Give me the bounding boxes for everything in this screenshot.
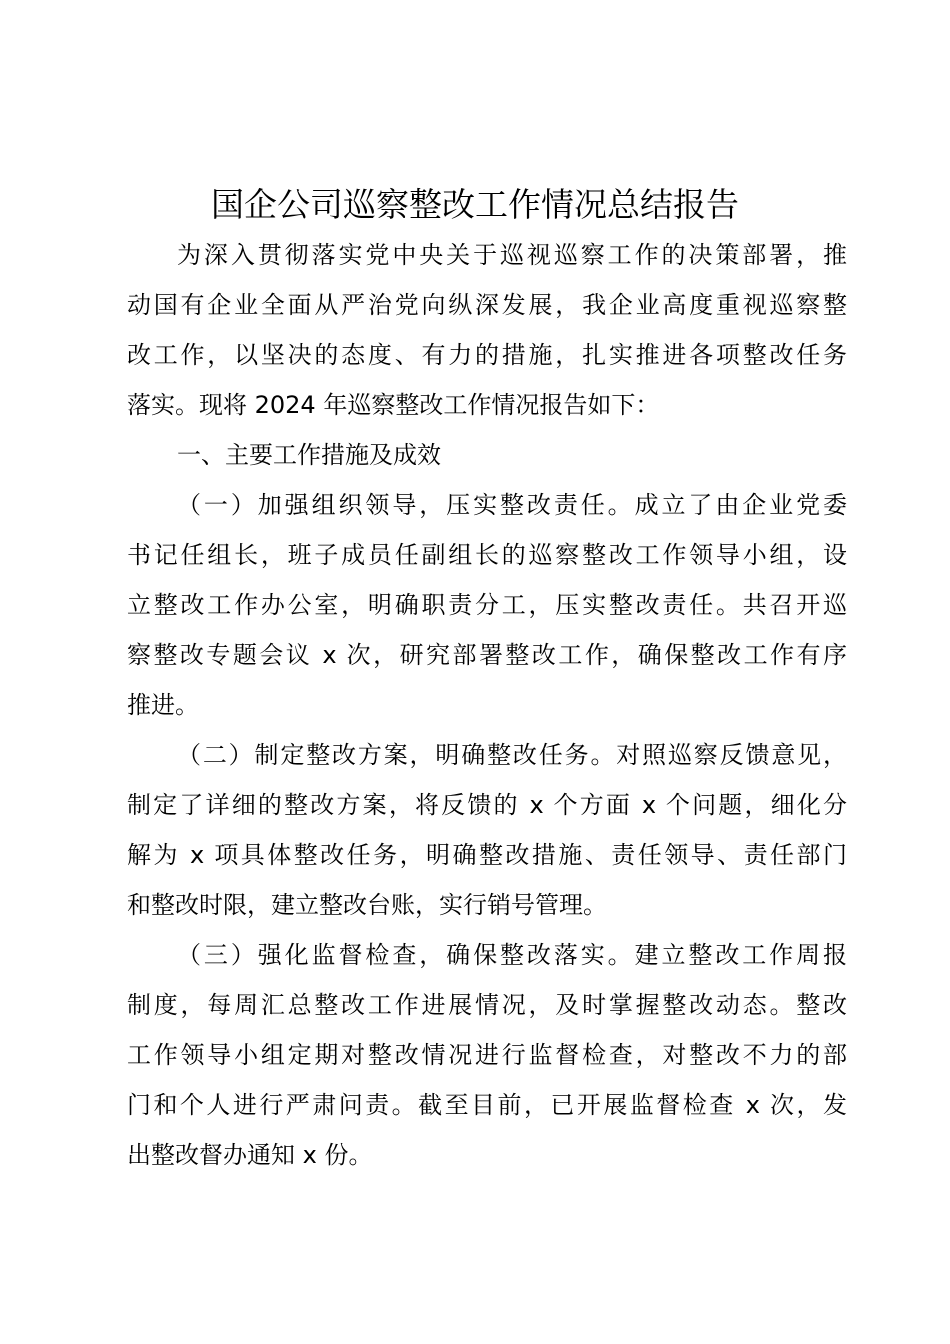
- paragraph-line: 动国有企业全面从严治党向纵深发展，我企业高度重视巡察整: [127, 291, 847, 319]
- paragraph-line: 为深入贯彻落实党中央关于巡视巡察工作的决策部署，推: [177, 241, 847, 269]
- paragraph-line: 推进。: [127, 691, 199, 719]
- paragraph-line: 制定了详细的整改方案，将反馈的 x 个方面 x 个问题，细化分: [127, 791, 847, 819]
- paragraph-line: 门和个人进行严肃问责。截至目前，已开展监督检查 x 次，发: [127, 1091, 847, 1119]
- paragraph-line: 制度，每周汇总整改工作进展情况，及时掌握整改动态。整改: [127, 991, 847, 1019]
- paragraph-line: 和整改时限，建立整改台账，实行销号管理。: [127, 891, 607, 919]
- paragraph-line: （三）强化监督检查，确保整改落实。建立整改工作周报: [177, 941, 847, 969]
- paragraph-line: 察整改专题会议 x 次，研究部署整改工作，确保整改工作有序: [127, 641, 847, 669]
- paragraph-line: 解为 x 项具体整改任务，明确整改措施、责任领导、责任部门: [127, 841, 847, 869]
- paragraph-line: 改工作，以坚决的态度、有力的措施，扎实推进各项整改任务: [127, 341, 847, 369]
- paragraph-line: 立整改工作办公室，明确职责分工，压实整改责任。共召开巡: [127, 591, 847, 619]
- paragraph-line: （二）制定整改方案，明确整改任务。对照巡察反馈意见，: [177, 741, 847, 769]
- paragraph-line: 书记任组长，班子成员任副组长的巡察整改工作领导小组，设: [127, 541, 847, 569]
- section-heading: 一、主要工作措施及成效: [177, 441, 441, 469]
- paragraph-line: （一）加强组织领导，压实整改责任。成立了由企业党委: [177, 491, 847, 519]
- document-title: 国企公司巡察整改工作情况总结报告: [211, 185, 739, 224]
- paragraph-line: 工作领导小组定期对整改情况进行监督检查，对整改不力的部: [127, 1041, 847, 1069]
- paragraph-line: 出整改督办通知 x 份。: [127, 1141, 373, 1169]
- paragraph-line: 落实。现将 2024 年巡察整改工作情况报告如下：: [127, 391, 660, 419]
